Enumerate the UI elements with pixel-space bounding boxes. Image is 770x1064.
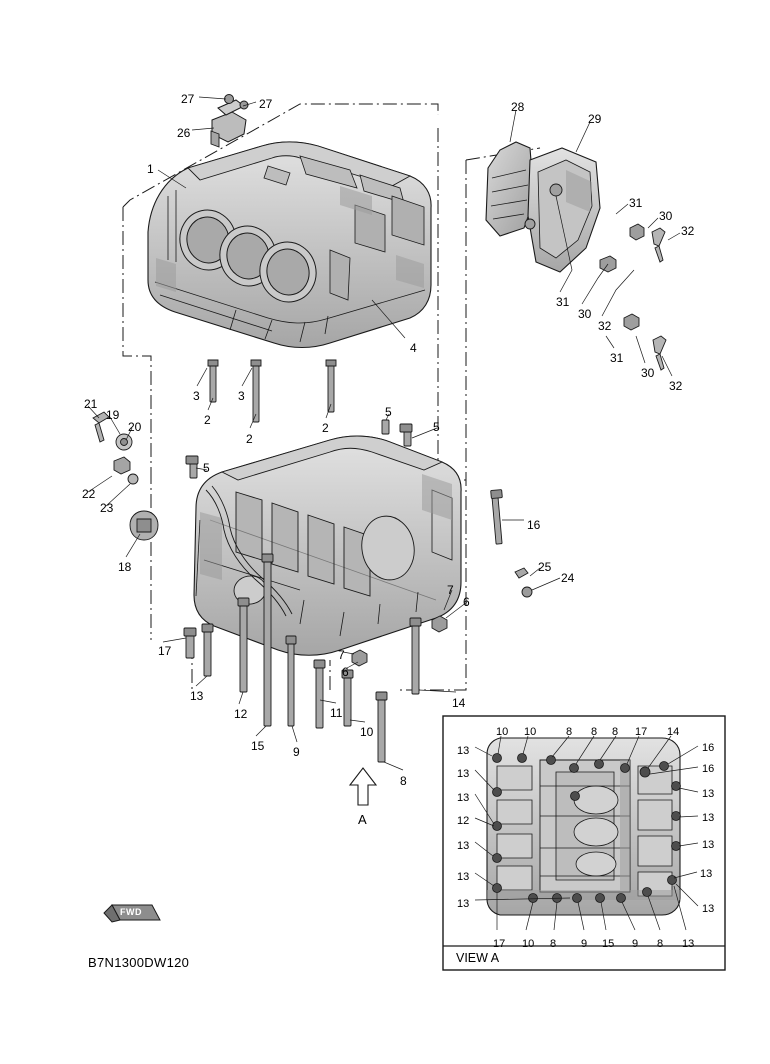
callout-32: 32: [669, 379, 683, 393]
callout-9: 9: [581, 938, 588, 950]
callout-23: 23: [100, 501, 114, 515]
callout-19: 19: [106, 408, 120, 422]
callout-28: 28: [511, 100, 525, 114]
callout-13: 13: [190, 689, 204, 703]
callout-17: 17: [493, 938, 506, 950]
callout-13: 13: [702, 788, 715, 800]
callout-24: 24: [561, 571, 575, 585]
callout-25: 25: [538, 560, 552, 574]
callout-13: 13: [702, 812, 715, 824]
callout-4: 4: [410, 341, 417, 355]
callout-22: 22: [82, 487, 96, 501]
callout-30: 30: [578, 307, 592, 321]
callout-6: 6: [463, 595, 470, 609]
view-a-inset: [443, 716, 725, 970]
callout-18: 18: [118, 560, 132, 574]
callout-30: 30: [659, 209, 673, 223]
fwd-label: FWD: [120, 907, 142, 917]
callout-32: 32: [598, 319, 612, 333]
callout-6: 6: [342, 665, 349, 679]
callout-31: 31: [610, 351, 624, 365]
callout-12: 12: [234, 707, 248, 721]
callout-9: 9: [293, 745, 300, 759]
bolts-30-31-32: [600, 224, 666, 370]
studs-2-3: [208, 360, 336, 422]
callout-13: 13: [457, 871, 470, 883]
callout-20: 20: [128, 420, 142, 434]
callout-1: 1: [147, 162, 154, 176]
callout-13: 13: [457, 768, 470, 780]
callout-26: 26: [177, 126, 191, 140]
callout-8: 8: [657, 938, 664, 950]
callout-21: 21: [84, 397, 98, 411]
part-29-cover: [525, 148, 600, 272]
callout-12: 12: [457, 815, 470, 827]
callout-14: 14: [452, 696, 466, 710]
section-letter-a: A: [358, 812, 367, 827]
callout-7: 7: [447, 583, 454, 597]
callout-9: 9: [632, 938, 639, 950]
callout-3: 3: [193, 389, 200, 403]
callout-5: 5: [385, 405, 392, 419]
callout-3: 3: [238, 389, 245, 403]
callout-17: 17: [158, 644, 172, 658]
small-parts-left: [93, 412, 158, 540]
part-number-label: B7N1300DW120: [88, 955, 190, 970]
callout-13: 13: [457, 840, 470, 852]
callout-5: 5: [203, 461, 210, 475]
callout-16: 16: [527, 518, 541, 532]
callout-15: 15: [251, 739, 265, 753]
callout-29: 29: [588, 112, 602, 126]
callout-31: 31: [629, 196, 643, 210]
callout-8: 8: [612, 726, 619, 738]
callout-15: 15: [602, 938, 615, 950]
callout-10: 10: [522, 938, 535, 950]
upper-crankcase-body: [148, 142, 431, 348]
callout-8: 8: [591, 726, 598, 738]
callout-13: 13: [457, 745, 470, 757]
callout-11: 11: [330, 706, 343, 720]
callout-10: 10: [496, 726, 509, 738]
callout-2: 2: [322, 421, 329, 435]
callout-13: 13: [702, 839, 715, 851]
callout-17: 17: [635, 726, 648, 738]
callout-2: 2: [204, 413, 211, 427]
callout-13: 13: [457, 792, 470, 804]
section-arrow-a: [350, 768, 376, 805]
callout-27: 27: [181, 92, 195, 106]
callout-5: 5: [433, 420, 440, 434]
callout-27: 27: [259, 97, 273, 111]
callout-7: 7: [338, 648, 345, 662]
callout-8: 8: [550, 938, 557, 950]
callout-14: 14: [667, 726, 680, 738]
callout-10: 10: [360, 725, 374, 739]
callout-13: 13: [457, 898, 470, 910]
view-a-label: VIEW A: [456, 951, 500, 965]
callout-8: 8: [400, 774, 407, 788]
callout-8: 8: [566, 726, 573, 738]
callout-16: 16: [702, 763, 715, 775]
callout-31: 31: [556, 295, 570, 309]
part-26-27-bracket: [211, 95, 248, 148]
callout-13: 13: [700, 868, 713, 880]
callout-30: 30: [641, 366, 655, 380]
callout-2: 2: [246, 432, 253, 446]
callout-13: 13: [682, 938, 695, 950]
callout-16: 16: [702, 742, 715, 754]
callout-13: 13: [702, 903, 715, 915]
callout-10: 10: [524, 726, 537, 738]
callout-32: 32: [681, 224, 695, 238]
